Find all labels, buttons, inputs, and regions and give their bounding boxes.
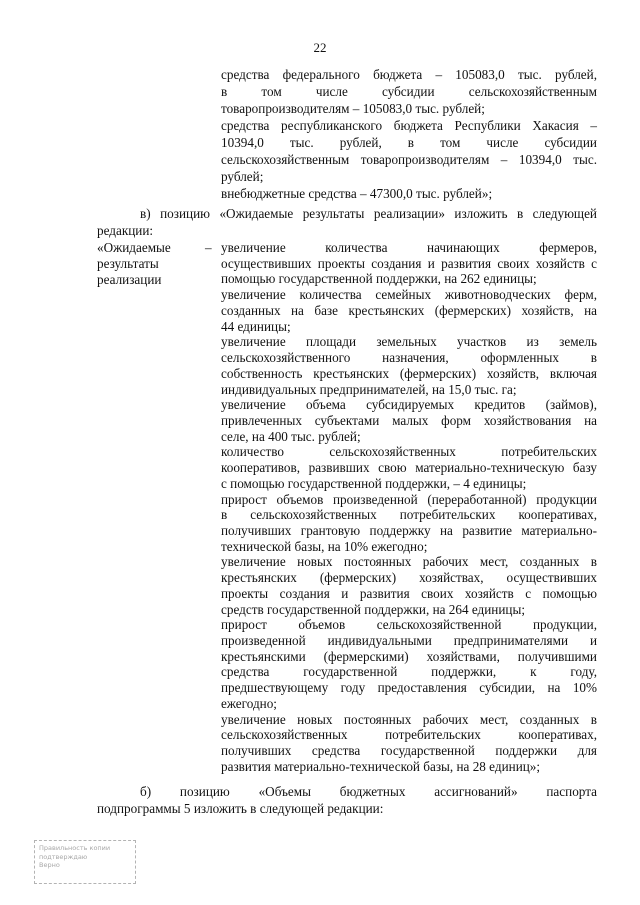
result-line: созданных на базе крестьянских (фермерских) хозяйств, на bbox=[221, 302, 597, 318]
funding-line-3: товаропроизводителям – 105083,0 тыс. рублей; bbox=[221, 101, 485, 116]
result-line: средств государственной поддержки, на 264 единицы; bbox=[221, 601, 525, 617]
funding-line-7: рублей; bbox=[221, 169, 264, 184]
results-label-line-3: реализации bbox=[97, 272, 162, 287]
stamp-line-3: Верно bbox=[39, 861, 60, 869]
result-line: собственность крестьянских (фермерских) хозяйств, включая bbox=[221, 365, 597, 381]
instruction-v-line-2: редакции: bbox=[97, 223, 154, 238]
page-number: 22 bbox=[313, 40, 327, 55]
result-line: в сельскохозяйственных потребительских кооперативах, bbox=[221, 507, 597, 523]
results-label-line-1: «Ожидаемые bbox=[97, 240, 171, 255]
result-line: прирост объемов произведенной (переработанной) продукции bbox=[221, 491, 597, 507]
funding-line-1: средства федерального бюджета – 105083,0 тыс. рублей, bbox=[221, 67, 597, 82]
result-line: технической базы, на 10% ежегодно; bbox=[221, 538, 428, 554]
result-line: сельскохозяйственных потребительских кооперативах, bbox=[221, 727, 597, 743]
result-line: с помощью государственной поддержки, – 4 единицы; bbox=[221, 475, 527, 491]
result-line: средства государственной поддержки, к году, bbox=[221, 664, 597, 680]
result-line: прирост объемов сельскохозяйственной продукции, bbox=[221, 617, 597, 633]
result-line: сельскохозяйственного назначения, оформленных в bbox=[221, 350, 597, 365]
instruction-v-line-1: в) позицию «Ожидаемые результаты реализации» изложить в следующей bbox=[140, 206, 597, 221]
result-line: увеличение площади земельных участков из земель bbox=[221, 334, 597, 350]
results-label bbox=[97, 240, 171, 288]
result-line: количество сельскохозяйственных потребительских bbox=[221, 444, 597, 460]
result-line: развития материально-технической базы, на 28 единиц»; bbox=[221, 758, 541, 774]
result-line: увеличение количества начинающих фермеров, bbox=[221, 240, 597, 255]
result-line: индивидуальных предпринимателей, на 15,0 тыс. га; bbox=[221, 381, 517, 397]
result-line: селе, на 400 тыс. рублей; bbox=[221, 428, 361, 444]
result-line: кооперативов, развивших свою материально-техническую базу bbox=[221, 460, 597, 476]
certification-stamp bbox=[34, 840, 136, 884]
result-line: проекты создания и развития своих хозяйств с помощью bbox=[221, 585, 597, 601]
funding-line-8: внебюджетные средства – 47300,0 тыс. рублей»; bbox=[221, 186, 493, 201]
result-line: произведенной индивидуальными предпринимателями и bbox=[221, 633, 597, 648]
result-line: осуществивших проекты создания и развития своих хозяйств с bbox=[221, 255, 597, 271]
instruction-b-line-1: б) позицию «Объемы бюджетных ассигнований» паспорта bbox=[140, 784, 597, 799]
result-line: получивших средства государственной поддержки для bbox=[221, 743, 597, 758]
result-line: привлеченных субъектами малых форм хозяйствования на bbox=[221, 412, 597, 428]
funding-line-6: сельскохозяйственным товаропроизводителям – 10394,0 тыс. bbox=[221, 152, 597, 167]
funding-line-4: средства республиканского бюджета Республики Хакасия – bbox=[221, 118, 597, 133]
result-line: крестьянских (фермерских) хозяйствах, осуществивших bbox=[221, 570, 597, 586]
instruction-b-line-2: подпрограммы 5 изложить в следующей редакции: bbox=[97, 801, 384, 816]
result-line: предшествующему году предоставления субсидии, на 10% bbox=[221, 680, 597, 696]
result-line: увеличение новых постоянных рабочих мест, созданных в bbox=[221, 711, 597, 727]
stamp-line-1: Правильность копии bbox=[39, 844, 111, 852]
result-line: ежегодно; bbox=[221, 695, 277, 711]
results-dash: – bbox=[205, 240, 212, 255]
result-line: помощью государственной поддержки, на 262 единицы; bbox=[221, 271, 537, 287]
result-line: получивших грантовую поддержку на развитие материально- bbox=[221, 523, 597, 538]
result-line: увеличение количества семейных животноводческих ферм, bbox=[221, 287, 597, 303]
result-line: увеличение объема субсидируемых кредитов (займов), bbox=[221, 397, 597, 413]
funding-line-2: в том числе субсидии сельскохозяйственным bbox=[221, 84, 597, 99]
results-label-line-2: результаты bbox=[97, 256, 159, 271]
funding-line-5: 10394,0 тыс. рублей, в том числе субсидии bbox=[221, 135, 597, 150]
result-line: 44 единицы; bbox=[221, 318, 291, 334]
result-line: крестьянскими (фермерскими) хозяйствами, получившими bbox=[221, 648, 597, 664]
stamp-line-2: подтверждаю bbox=[39, 852, 88, 861]
result-line: увеличение новых постоянных рабочих мест, созданных в bbox=[221, 554, 597, 570]
